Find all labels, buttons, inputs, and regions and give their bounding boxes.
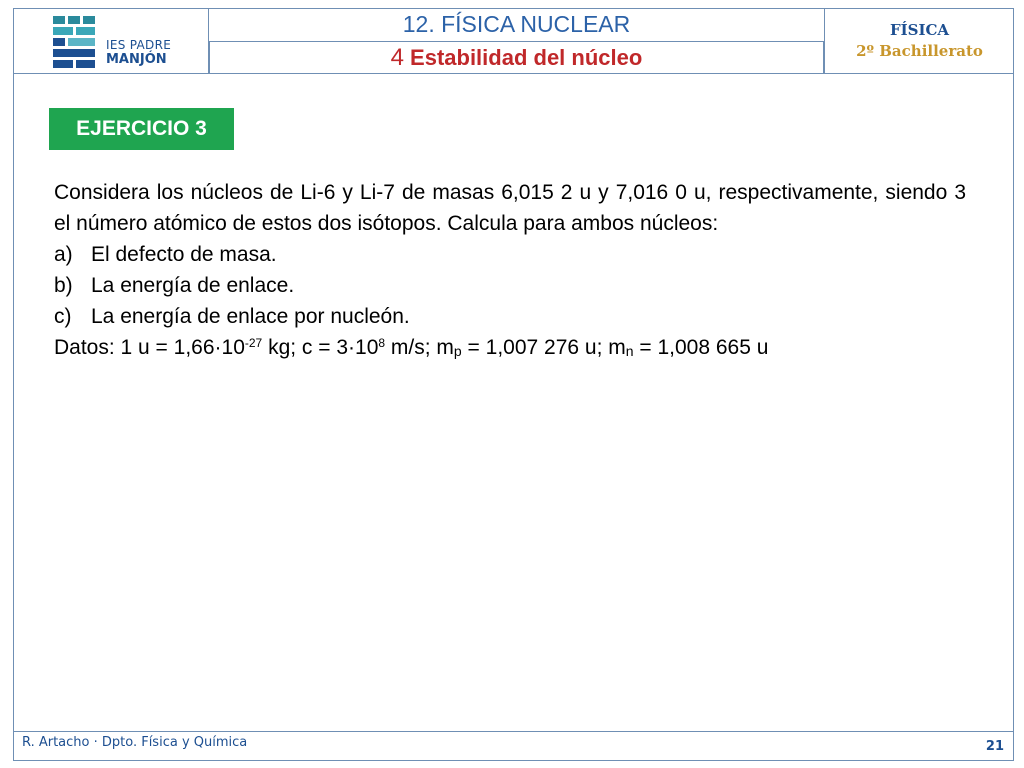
item-text: La energía de enlace. [91, 274, 295, 297]
exercise-data-line [54, 332, 966, 363]
item-text: El defecto de masa. [91, 243, 277, 266]
item-letter: a) [54, 243, 73, 266]
subject-box [824, 8, 1014, 74]
data-text: kg; c = 3·10 [262, 336, 379, 359]
item-letter: c) [54, 305, 72, 328]
data-subscript: n [625, 343, 634, 359]
data-text: = 1,007 276 u; m [461, 336, 626, 359]
footer-divider [13, 731, 1014, 732]
chapter-title: 12. FÍSICA NUCLEAR [209, 8, 824, 42]
data-exponent: 8 [378, 336, 386, 350]
logo-text-line2: MANJÓN [106, 52, 167, 67]
exercise-intro: Considera los núcleos de Li-6 y Li-7 de masas 6,015 2 u y 7,016 0 u, respectivamente, siendo 3 el número atómico de estos dos isótopos. Calcula para ambos núcleos: [54, 181, 966, 235]
exercise-item [54, 239, 966, 270]
data-subscript: p [453, 343, 462, 359]
course-level: 2º Bachillerato [856, 42, 983, 60]
data-text: = 1,008 665 u [633, 336, 769, 359]
exercise-item [54, 301, 966, 332]
exercise-statement [54, 177, 966, 363]
section-number: 4 [390, 43, 405, 71]
footer-author: R. Artacho · Dpto. Física y Química [22, 735, 248, 750]
subject-name: FÍSICA [889, 21, 950, 39]
school-logo [13, 8, 209, 74]
data-text: Datos: 1 u = 1,66·10 [54, 336, 245, 359]
data-exponent: -27 [244, 336, 263, 350]
section-title-box [209, 42, 824, 74]
section-title: Estabilidad del núcleo [410, 44, 643, 70]
logo-grid-icon [53, 16, 97, 66]
exercise-item [54, 270, 966, 301]
exercise-badge: EJERCICIO 3 [49, 108, 234, 150]
page-number: 21 [985, 739, 1004, 754]
item-letter: b) [54, 274, 73, 297]
logo-text-line1: IES PADRE [106, 38, 172, 52]
item-text: La energía de enlace por nucleón. [91, 305, 410, 328]
data-text: m/s; m [385, 336, 454, 359]
